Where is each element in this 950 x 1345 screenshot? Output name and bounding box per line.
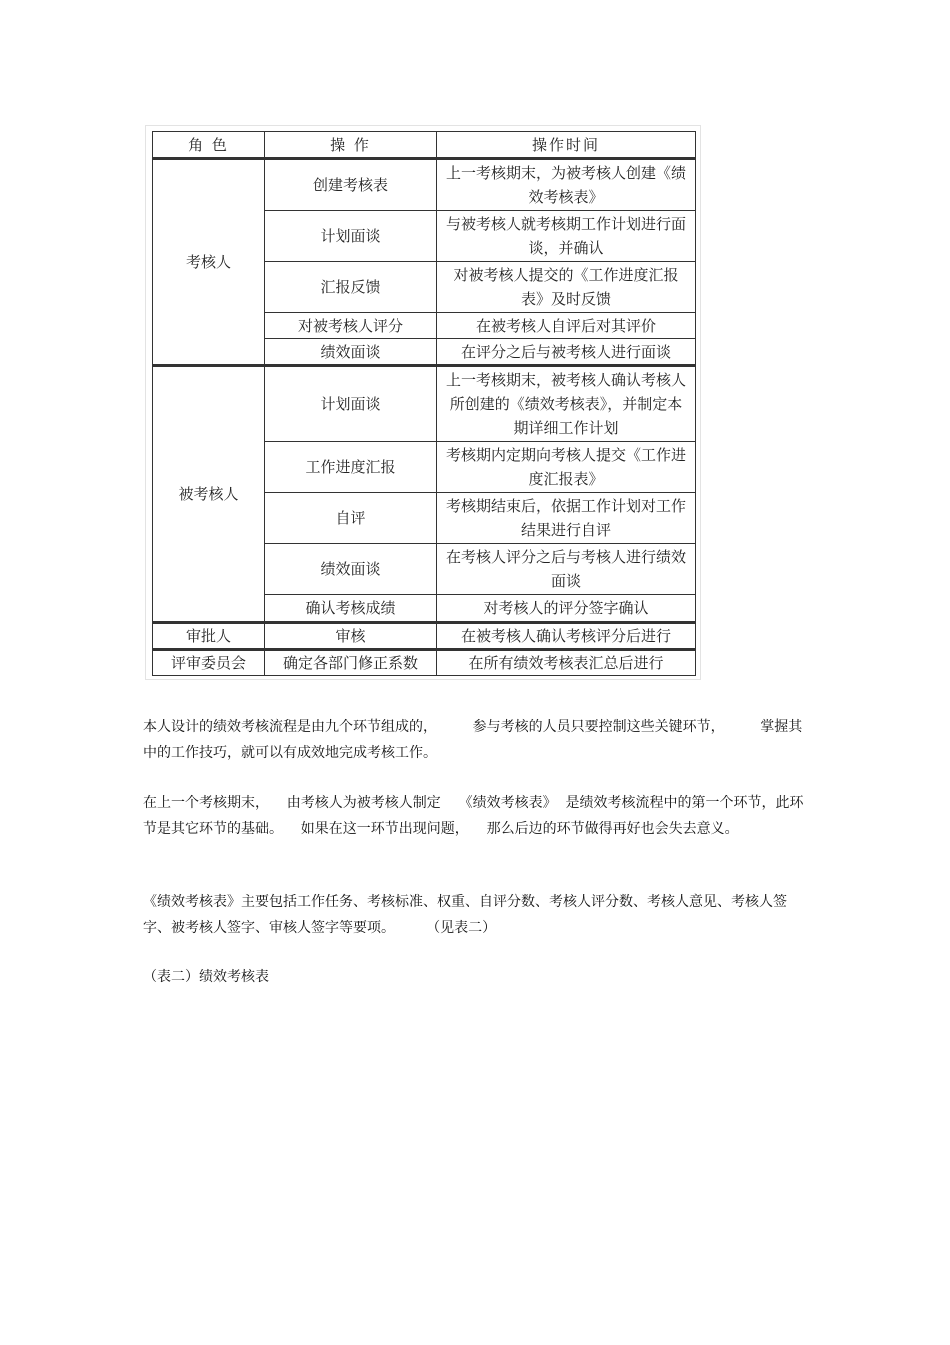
operation-cell: 确认考核成绩 xyxy=(265,595,437,623)
header-time: 操作时间 xyxy=(437,132,696,159)
table-header-row xyxy=(153,132,696,159)
paragraph-process-overview: 本人设计的绩效考核流程是由九个环节组成的， 参与考核的人员只要控制这些关键环节， 掌握其中的工作技巧，就可以有成效地完成考核工作。 xyxy=(143,719,803,761)
operation-cell: 审核 xyxy=(265,623,437,650)
time-cell: 上一考核期末，被考核人确认考核人所创建的《绩效考核表》，并制定本期详细工作计划 xyxy=(437,366,696,442)
header-operation: 操 作 xyxy=(265,132,437,159)
role-cell: 被考核人 xyxy=(153,366,265,623)
table-row xyxy=(153,366,696,442)
table-row xyxy=(153,623,696,650)
time-cell: 考核期内定期向考核人提交《工作进度汇报表》 xyxy=(437,442,696,493)
role-operation-table-image xyxy=(145,125,701,680)
table-row xyxy=(153,159,696,211)
operation-cell: 计划面谈 xyxy=(265,366,437,442)
time-cell: 在被考核人自评后对其评价 xyxy=(437,313,696,339)
table-row xyxy=(153,650,696,676)
operation-cell: 计划面谈 xyxy=(265,211,437,262)
header-role: 角 色 xyxy=(153,132,265,159)
time-cell: 在被考核人确认考核评分后进行 xyxy=(437,623,696,650)
table-two-caption: （表二）绩效考核表 xyxy=(143,969,269,985)
time-cell: 对考核人的评分签字确认 xyxy=(437,595,696,623)
time-cell: 在评分之后与被考核人进行面谈 xyxy=(437,339,696,366)
role-cell: 评审委员会 xyxy=(153,650,265,676)
operation-cell: 绩效面谈 xyxy=(265,339,437,366)
time-cell: 与被考核人就考核期工作计划进行面谈，并确认 xyxy=(437,211,696,262)
role-cell: 考核人 xyxy=(153,159,265,366)
role-cell: 审批人 xyxy=(153,623,265,650)
role-operation-table xyxy=(152,131,696,676)
operation-cell: 绩效面谈 xyxy=(265,544,437,595)
operation-cell: 工作进度汇报 xyxy=(265,442,437,493)
time-cell: 在所有绩效考核表汇总后进行 xyxy=(437,650,696,676)
time-cell: 在考核人评分之后与考核人进行绩效面谈 xyxy=(437,544,696,595)
operation-cell: 确定各部门修正系数 xyxy=(265,650,437,676)
operation-cell: 创建考核表 xyxy=(265,159,437,211)
time-cell: 考核期结束后，依据工作计划对工作结果进行自评 xyxy=(437,493,696,544)
time-cell: 上一考核期末，为被考核人创建《绩效考核表》 xyxy=(437,159,696,211)
operation-cell: 对被考核人评分 xyxy=(265,313,437,339)
time-cell: 对被考核人提交的《工作进度汇报表》及时反馈 xyxy=(437,262,696,313)
operation-cell: 汇报反馈 xyxy=(265,262,437,313)
paragraph-form-contents: 《绩效考核表》主要包括工作任务、考核标准、权重、自评分数、考核人评分数、考核人意见、考核人签字、被考核人签字、审核人签字等要项。 （见表二） xyxy=(143,894,787,936)
operation-cell: 自评 xyxy=(265,493,437,544)
paragraph-first-step: 在上一个考核期末， 由考核人为被考核人制定 《绩效考核表》 是绩效考核流程中的第一个环节，此环节是其它环节的基础。 如果在这一环节出现问题， 那么后边的环节做得再好也会失去意义。 xyxy=(143,795,804,837)
